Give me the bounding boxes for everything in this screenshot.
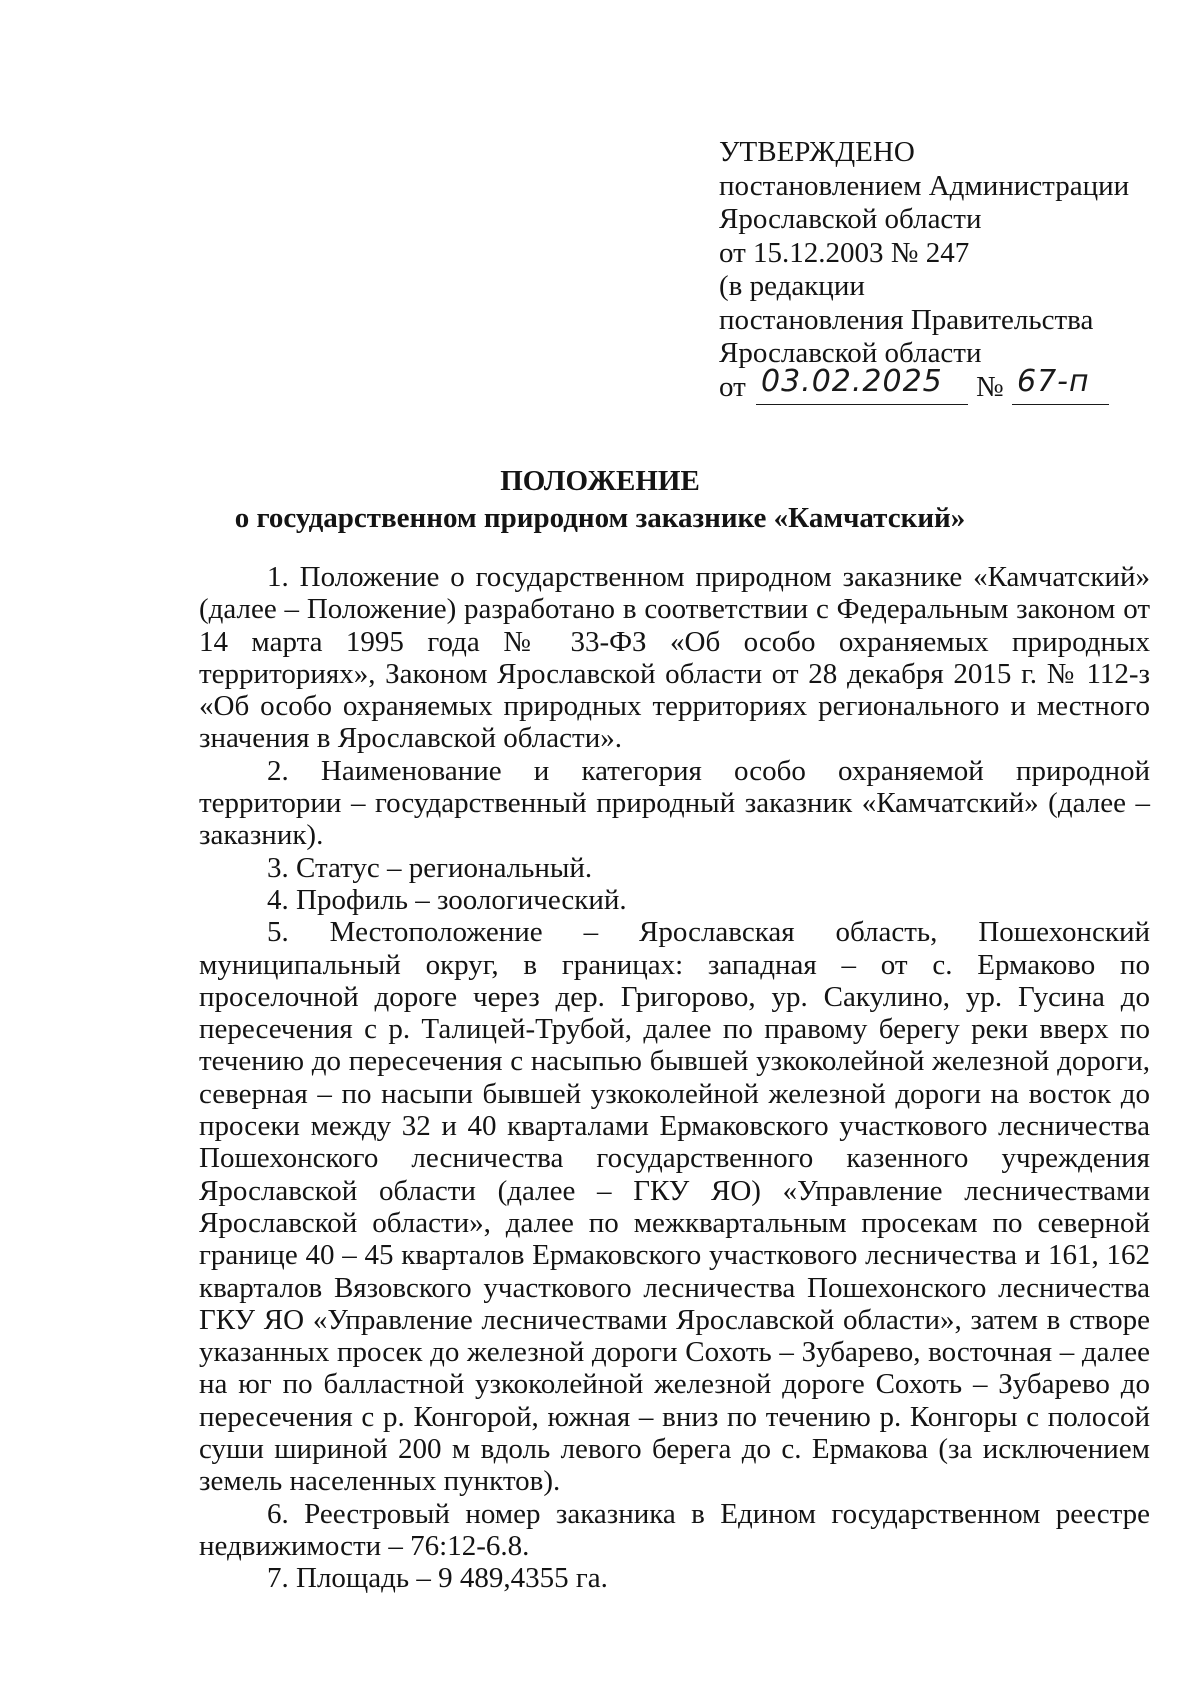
approval-line: от 15.12.2003 № 247 xyxy=(719,236,970,269)
number-prefix: № xyxy=(976,370,1004,403)
approval-line: постановления Правительства xyxy=(719,303,1094,336)
number-underline xyxy=(1012,404,1109,405)
document-subtitle: о государственном природном заказнике «Камчатский» xyxy=(234,502,966,534)
approval-stamp-block xyxy=(719,136,1159,411)
paragraph-3: 3. Статус – региональный. xyxy=(267,851,593,884)
handwritten-date: 03.02.2025 xyxy=(761,363,943,399)
date-prefix: от xyxy=(719,370,746,403)
approval-line: Ярославской области xyxy=(719,203,982,235)
paragraph-7: 7. Площадь – 9 489,4355 га. xyxy=(267,1562,608,1595)
approval-date-number-line xyxy=(719,363,1159,411)
paragraph-6: 6. Реестровый номер заказника в Едином государственном реестре недвижимости – 76:12-6.8. xyxy=(199,1497,1150,1562)
paragraph-1: 1. Положение о государственном природном заказнике «Камчатский» (далее – Положение) разработано в соответствии с Федеральным законом от 14 марта 1995 года № 33-ФЗ «Об особо охраняемых природных территориях», Законом Ярославской области от 28 декабря 2015 г. № 112-з «Об особо охраняемых природных территориях регионального и местного значения в Ярославской области». xyxy=(199,561,1150,755)
document-body xyxy=(199,561,1150,1595)
handwritten-number: 67-п xyxy=(1017,363,1090,399)
paragraph-4: 4. Профиль – зоологический. xyxy=(267,883,627,916)
approval-heading: УТВЕРЖДЕНО xyxy=(719,136,915,168)
approval-line: постановлением Администрации xyxy=(719,169,1130,202)
paragraph-2: 2. Наименование и категория особо охраняемой природной территории – государственный природный заказник «Камчатский» (далее – заказник). xyxy=(199,754,1150,852)
date-underline xyxy=(756,404,968,405)
paragraph-5: 5. Местоположение – Ярославская область, Пошехонский муниципальный округ, в границах: западная – от с. Ермаково по проселочной дороге через дер. Григорово, ур. Сакулино, ур. Гусина до пересечения с р. Талицей-Трубой, далее по правому берегу реки вверх по течению до пересечения с насыпью бывшей узкоколейной железной дороги, северная – по насыпи бывшей узкоколейной железной дороги на восток до просеки между 32 и 40 кварталами Ермаковского участкового лесничества Пошехонского лесничества государственного казенного учреждения Ярославской области (далее – ГКУ ЯО) «Управление лесничествами Ярославской области», далее по межквартальным просекам по северной границе 40 – 45 кварталов Ермаковского участкового лесничества и 161, 162 кварталов Вязовского участкового лесничества Пошехонского лесничества ГКУ ЯО «Управление лесничествами Ярославской области», затем в створе указанных просек до железной дороги Сохоть – Зубарево, восточная – далее на юг по балластной узкоколейной железной дороге Сохоть – Зубарево до пересечения с р. Конгорой, южная – вниз по течению р. Конгоры с полосой суши шириной 200 м вдоль левого берега до с. Ермакова (за исключением земель населенных пунктов). xyxy=(199,916,1150,1498)
document-title: ПОЛОЖЕНИЕ xyxy=(500,465,700,497)
approval-line: (в редакции xyxy=(719,270,865,302)
approval-line: Ярославской области xyxy=(719,337,982,369)
